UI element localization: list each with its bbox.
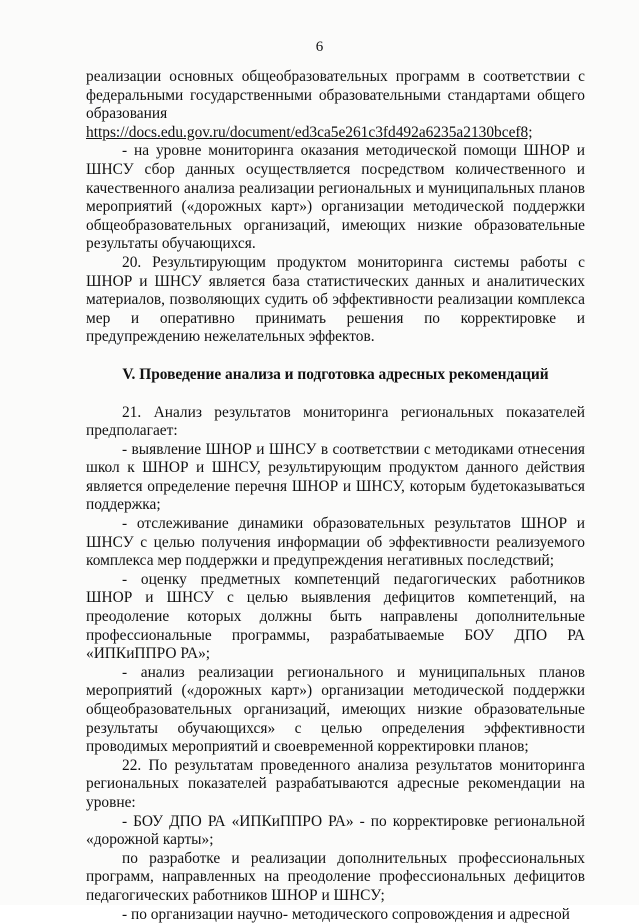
list-item-identification: - выявление ШНОР и ШНСУ в соответствии с методиками отнесения школ к ШНОР и ШНСУ, результирующим продуктом данного действия является определение перечня ШНОР и ШНСУ, которым будетоказываться поддержка; bbox=[86, 440, 585, 514]
list-item-analysis: - анализ реализации регионального и муниципальных планов мероприятий («дорожных карт») организации методической поддержки общеобразовательных организаций, имеющих низкие образовательные результаты обучающихся» с целью определения эффективности проводимых мероприятий и своевременной корректировки планов; bbox=[86, 663, 585, 756]
body-text bbox=[86, 68, 585, 924]
paragraph-monitoring-method: - на уровне мониторинга оказания методической помощи ШНОР и ШНСУ сбор данных осуществляется посредством количественного и качественного анализа реализации региональных и муниципальных планов мероприятий («дорожных карт») организации методической поддержки общеобразовательных организаций, имеющих низкие образовательные результаты обучающихся. bbox=[86, 142, 585, 253]
paragraph-20: 20. Результирующим продуктом мониторинга системы работы с ШНОР и ШНСУ является база статистических данных и аналитических материалов, позволяющих судить об эффективности реализации комплекса мер и оперативно принимать решения по корректировке и предупреждению нежелательных эффектов. bbox=[86, 253, 585, 346]
page-number: 6 bbox=[315, 39, 324, 55]
paragraph-22: 22. По результатам проведенного анализа результатов мониторинга региональных показателей разрабатываются адресные рекомендации на уровне: bbox=[86, 756, 585, 811]
section-heading-v: V. Проведение анализа и подготовка адресных рекомендаций bbox=[122, 365, 549, 383]
link-url[interactable]: https://docs.edu.gov.ru/document/ed3ca5e261c3fd492a6235a2130bcef8; bbox=[86, 123, 533, 141]
list-item-support: - по организации научно- методического сопровождения и адресной bbox=[122, 905, 570, 923]
paragraph-continuation: реализации основных общеобразовательных программ в соответствии с федеральными государственными образовательными стандартами общего образования bbox=[86, 68, 585, 123]
list-item-programs: по разработке и реализации дополнительных профессиональных программ, направленных на преодоление профессиональных дефицитов педагогических работников ШНОР и ШНСУ; bbox=[86, 849, 585, 904]
list-item-dynamics: - отслеживание динамики образовательных результатов ШНОР и ШНСУ с целью получения информации об эффективности реализуемого комплекса мер поддержки и предупреждения негативных последствий; bbox=[86, 515, 585, 570]
document-link[interactable] bbox=[86, 124, 585, 143]
list-item-competence: - оценку предметных компетенций педагогических работников ШНОР и ШНСУ с целью выявления дефицитов компетенций, на преодоление которых должны быть направлены дополнительные профессиональные программы, разрабатываемые БОУ ДПО РА «ИПКиППРО РА»; bbox=[86, 570, 585, 663]
paragraph-21: 21. Анализ результатов мониторинга региональных показателей предполагает: bbox=[86, 403, 585, 440]
list-item-ipkippro: - БОУ ДПО РА «ИПКиППРО РА» - по корректировке региональной «дорожной карты»; bbox=[86, 812, 585, 849]
